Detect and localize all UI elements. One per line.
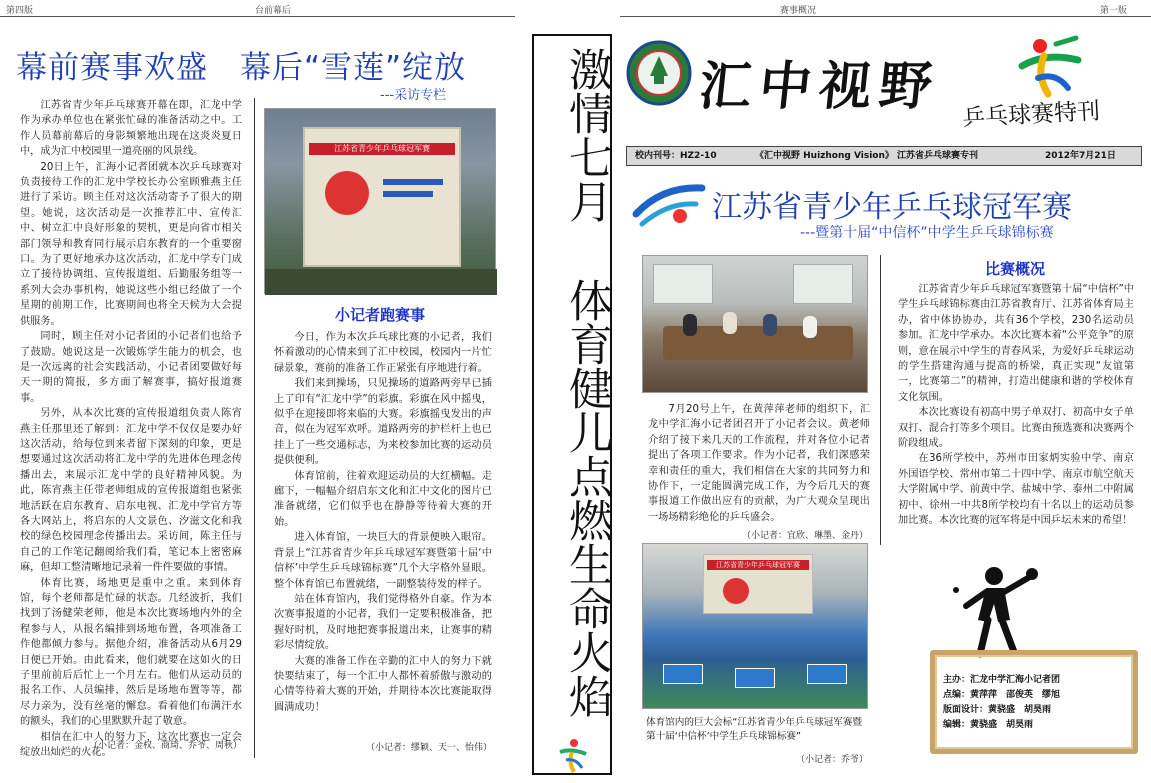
right-page-title: 江苏省青少年乒乓球冠军赛 bbox=[712, 190, 1072, 225]
masthead-subtitle: 乒乓球赛特刊 bbox=[961, 98, 1101, 132]
credit-line: 主办：汇龙中学汇海小记者团 bbox=[943, 675, 1061, 685]
sports-figure-icon bbox=[552, 738, 592, 774]
issue-date: 2012年7月21日 bbox=[1045, 151, 1116, 161]
article-paragraph: 在36所学校中，苏州市田家炳实验中学、南京外国语学校、常州市第二十四中学、南京市航空航天大学附属中学、前黄中学、盐城中学、泰州二中附属初中、徐州一中共8所学校均有十名以上的运动员参加比赛。本次比赛的冠军将是中国乒坛未来的希望！ bbox=[898, 453, 1134, 527]
article-paragraph: 体育馆前，往着欢迎运动员的大红横幅。走廊下，一幅幅介绍启东文化和汇中文化的图片已准备就绪，它们似乎也在静静等待着大赛的开始。 bbox=[274, 470, 492, 528]
masthead-title: 汇中视野 bbox=[696, 57, 943, 117]
reporter-meeting-photo bbox=[642, 255, 868, 393]
school-emblem-icon bbox=[626, 40, 692, 106]
article-paragraph: 另外，从本次比赛的宣传报道组负责人陈宵燕主任那里还了解到：汇龙中学不仅仅是要办好这次活动，给每位到来者留下深刻的印象，更是想要通过这次活动将汇龙中学的先进体色理念传播出去，来展示汇龙中学的良好精神风貌。为此，陈宵燕主任带老师组成的宣传报道组也紧张地活跃在启东教育、启东电视、汇龙中学官方等各大网站上，将启东的人文景色、汐滋文化和我校的绿色校园理念传播出去。采访间，陈主任与自己的工作笔记翻阅给我们看，笔记本上密密麻麻，但却工整清晰地记录着一件件要做的事情。 bbox=[20, 408, 242, 574]
reporter-byline: （小记者：缪颖、天一、怡伟） bbox=[365, 743, 492, 753]
table-tennis-logo-icon bbox=[632, 180, 706, 230]
column-divider bbox=[254, 98, 255, 758]
credit-line: 点编：黄萍萍 邵俊英 缪旭 bbox=[943, 690, 1061, 700]
credits-list bbox=[943, 673, 1133, 733]
article-paragraph: 同时，顾主任对小记者团的小记者们也给予了鼓励。她说这是一次锻炼学生能力的机会，也是一次远离的社会实践活动，小记者团要做好每天一期的简报，多方面了解赛事，搞好报道赛事。 bbox=[20, 331, 242, 404]
article-paragraph: 江苏省青少年乒乓球冠军赛暨第十届“中信杯”中学生乒乓球锦标赛由江苏省教育厅、江苏省体育局主办，省中体协协办，共有36个学校，230名运动员参加。汇龙中学承办。本次比赛本着“公平竞争”的原则，意在展示中学生的青春风采，为爱好乒乓球运动的学生搭建沟通与提高的桥梁，真正实现“友谊第一，比赛第二”的精神，打造出健康和谐的学校体育文化氛围。 bbox=[898, 284, 1134, 403]
column-divider bbox=[880, 255, 881, 545]
article-paragraph: 站在体育馆内，我们觉得格外自豪。作为本次赛事报道的小记者，我们一定要积极准备，把握好时机，及时地把赛事报道出来，让赛事的精彩尽情绽放。 bbox=[274, 593, 492, 652]
vertical-line-1: 激情七月 bbox=[561, 47, 612, 223]
credit-line: 版面设计：黄骁盛 胡昊雨 bbox=[943, 705, 1052, 715]
middle-heading: 小记者跑赛事 bbox=[334, 306, 425, 324]
left-page-title: 幕前赛事欢盛 幕后“雪莲”绽放 bbox=[16, 50, 467, 86]
article-paragraph: 相信在汇中人的努力下，这次比赛也一定会绽放出灿烂的火花。 bbox=[20, 731, 242, 759]
left-page-subtitle: ---采访专栏 bbox=[380, 88, 447, 103]
hall-banner-text: 江苏省青少年乒乓球冠军赛 bbox=[707, 560, 809, 570]
section-label-right: 赛事概况 bbox=[780, 6, 817, 16]
overview-article bbox=[898, 282, 1134, 550]
meeting-article bbox=[648, 402, 870, 522]
hall-photo-caption: 体育馆内的巨大会标“江苏省青少年乒乓球冠军赛暨第十届‘中信杯’中学生乒乓球锦标赛” bbox=[646, 717, 863, 742]
publication-name: 《汇中视野 Huizhong Vision》 江苏省乒乓球赛专刊 bbox=[755, 151, 979, 161]
article-paragraph: 今日，作为本次乒乓球比赛的小记者，我们怀着激动的心情来到了汇中校园，校园内一片忙碌景象，赛前的准备工作正紧张有序地进行着。 bbox=[274, 332, 492, 374]
reporter-article bbox=[274, 330, 492, 732]
photo-banner-text: 江苏省青少年乒乓球冠军赛 bbox=[309, 143, 455, 155]
vertical-banner bbox=[532, 34, 612, 775]
article-paragraph: 江苏省青少年乒乓球赛开幕在即，汇龙中学作为承办单位也在紧张忙碌的准备活动之中。工作人员幕前幕后的身影频繁地出现在这炎炎夏日中，成为汇中校园里一道亮丽的风景线。 bbox=[20, 100, 242, 158]
section-label-left: 台前幕后 bbox=[255, 6, 292, 16]
article-paragraph: 体育比赛，场地更是重中之重。来到体育馆，每个老师都是忙碌的状态。几经波折，我们找到了汤健荣老师，他是本次比赛场地内外的全程参与人，从报名编排到场地布置，各项准备工作他都倾力参与。据他介绍，准备活动从6月29日便已开始。由此看来，他们就要在这如火的日子里前前后后忙上一个月左右。他们从运动员的报名工作、人员编排，然后是场地布置等等，都尽力亲为，没有丝毫的懈怠。看着他们布满汗水的额头，我们的心里默默升起了敬意。 bbox=[20, 577, 242, 728]
vertical-line-2: 体育健儿点燃生命火焰 bbox=[561, 278, 612, 718]
credits-frame bbox=[930, 650, 1138, 754]
article-paragraph: 进入体育馆，一块巨大的背景便映入眼帘。背景上“江苏省青少年乒乓球冠军赛暨第十届‘中信杯’中学生乒乓球锦标赛”几个大字格外显眼。整个体育馆已布置就绪，一副整装待发的样子。 bbox=[274, 532, 492, 590]
hall-byline: （小记者：乔爷） bbox=[795, 755, 868, 765]
article-paragraph: 7月20号上午，在黄萍萍老师的组织下，汇龙中学汇海小记者团召开了小记者会议。黄老师介绍了接下来几天的工作流程，并对各位小记者提出了各项工作要求。作为小记者，我们深感荣幸和责任的重大，我们相信在大家的共同努力和协作下，一定能圆满完成工作，为今后几天的赛事报道工作做出应有的贡献，为广大观众呈现出一场场精彩绝伦的乒乓盛会。 bbox=[648, 404, 870, 523]
article-paragraph: 我们来到操场，只见操场的道路两旁早已插上了印有“汇龙中学”的彩旗。彩旗在风中摇曳，似乎在迎接即将来临的大赛。彩旗摇曳发出的声音，似在为冠军欢呼。道路两旁的护栏杆上也已挂上了一些交通标志，为来校参加比赛的运动员提供便利。 bbox=[274, 378, 492, 467]
gymnasium-hall-photo bbox=[642, 543, 868, 709]
meeting-byline: （小记者：宜欣、琳墨、金丹） bbox=[741, 531, 868, 541]
venue-entrance-photo bbox=[264, 108, 496, 294]
issue-number: 校内刊号：HZ2-10 bbox=[635, 151, 717, 161]
article-paragraph: 20日上午，汇海小记者团就本次乒乓球赛对负责接待工作的汇龙中学校长办公室顾雅燕主任进行了采访。顾主任对这次活动寄予了很大的期望。她说，这次活动是一次推荐汇中、宣传汇中、树立汇中良好形象的契机，更是向省市相关部门领导和教育同行展示启东教育的一个重要窗口。为了更好地承办这次活动，汇龙中学专门成立了接待协调组、宣传报道组、后勤服务组等一系列大会办事机构，她说这些小组已经做了一个星期的前期工作，比赛期间也将全天候为大会提供服务。 bbox=[20, 161, 242, 327]
article-paragraph: 本次比赛设有初高中男子单双打、初高中女子单双打、混合打等多个项目。比赛由预选赛和决赛两个阶段组成。 bbox=[898, 407, 1134, 450]
games-logo-icon bbox=[1016, 34, 1086, 98]
masthead-info-bar bbox=[626, 146, 1142, 166]
page-number-left: 第四版 bbox=[6, 6, 34, 16]
page-number-right: 第一版 bbox=[1100, 6, 1128, 16]
article-paragraph: 大赛的准备工作在辛勤的汇中人的努力下就快要结束了，每一个汇中人都怀着骄傲与激动的心情等待着大赛的开始，并期待本次比赛能取得圆满成功！ bbox=[274, 655, 492, 713]
interview-byline: （小记者：金权、商琦、乔爷、周秋） bbox=[88, 741, 242, 751]
overview-heading: 比赛概况 bbox=[984, 260, 1045, 278]
header-rule-left bbox=[0, 16, 515, 17]
header-rule-right bbox=[620, 16, 1151, 17]
right-page-subtitle: ---暨第十届“中信杯”中学生乒乓球锦标赛 bbox=[800, 225, 1054, 241]
credit-line: 编辑：黄骁盛 胡昊雨 bbox=[943, 720, 1034, 730]
table-tennis-player-icon bbox=[944, 560, 1040, 660]
